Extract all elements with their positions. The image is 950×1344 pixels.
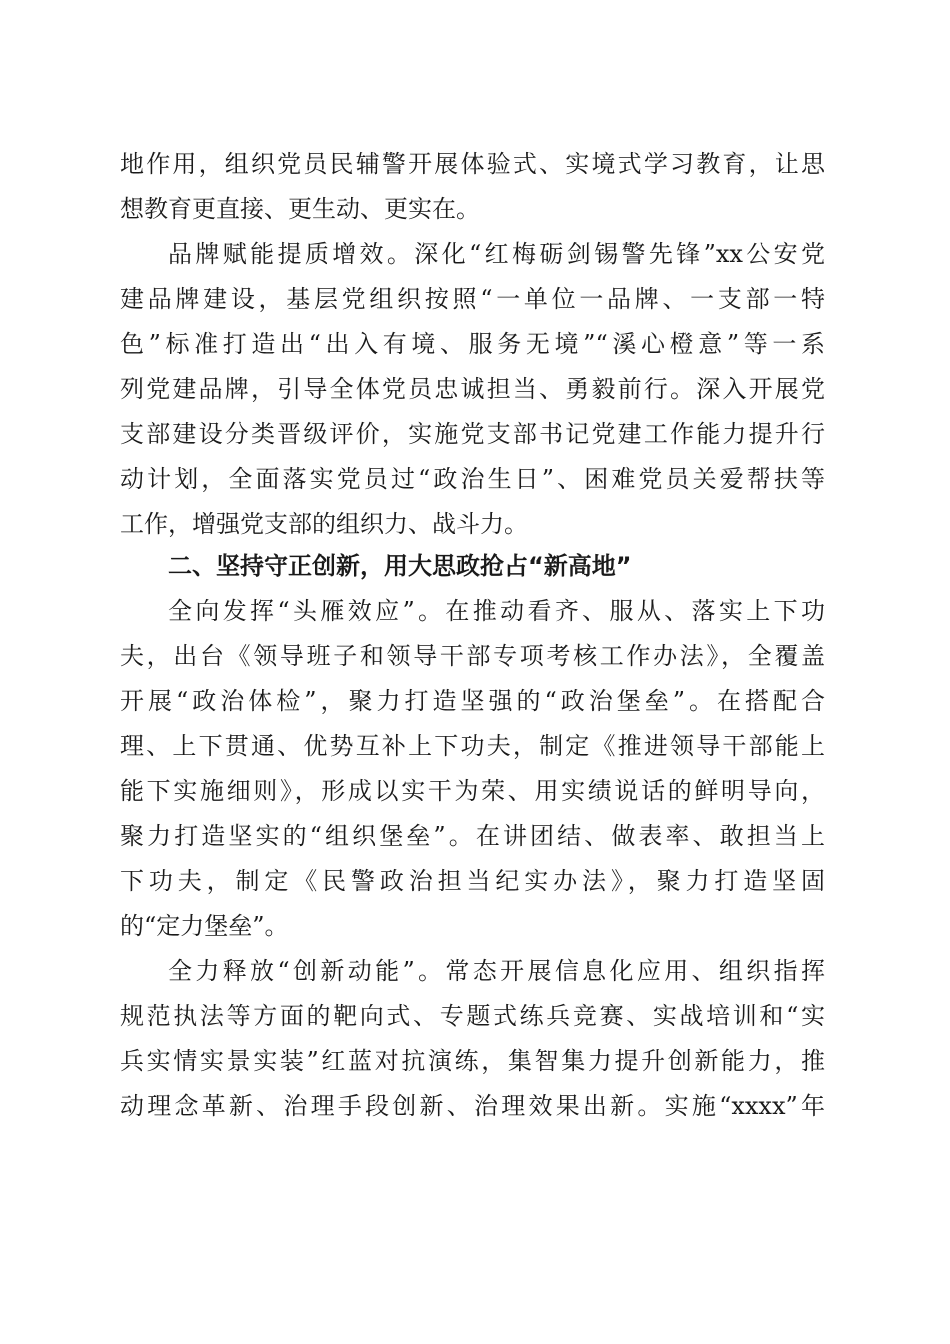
section-heading: 二、坚持守正创新，用大思政抢占“新高地” — [168, 552, 632, 580]
body-text-line: 支部建设分类晋级评价，实施党支部书记党建工作能力提升行 — [120, 420, 825, 448]
body-text-line: 夫，出台《领导班子和领导干部专项考核工作办法》，全覆盖 — [120, 642, 825, 670]
paragraph-lead-line: 品牌赋能提质增效。深化“红梅砺剑锡警先锋”xx公安党 — [168, 240, 825, 268]
body-text-line: 想教育更直接、更生动、更实在。 — [120, 195, 480, 223]
body-text-line: 理、上下贯通、优势互补上下功夫，制定《推进领导干部能上 — [120, 732, 825, 760]
body-text-line: 的“定力堡垒”。 — [120, 912, 289, 940]
body-text-line: 地作用，组织党员民辅警开展体验式、实境式学习教育，让思 — [120, 150, 825, 178]
body-text-line: 建品牌建设，基层党组织按照“一单位一品牌、一支部一特 — [120, 285, 825, 313]
body-text-line: 色”标准打造出“出入有境、服务无境”“溪心橙意”等一系 — [120, 330, 825, 358]
body-text-line: 列党建品牌，引导全体党员忠诚担当、勇毅前行。深入开展党 — [120, 375, 825, 403]
body-text-line: 动理念革新、治理手段创新、治理效果出新。实施“xxxx”年 — [120, 1092, 825, 1120]
paragraph-lead-line: 全向发挥“头雁效应”。在推动看齐、服从、落实上下功 — [168, 597, 825, 625]
body-text-line: 规范执法等方面的靶向式、专题式练兵竞赛、实战培训和“实 — [120, 1002, 825, 1030]
body-text-line: 动计划，全面落实党员过“政治生日”、困难党员关爱帮扶等 — [120, 465, 825, 493]
body-text-line: 下功夫，制定《民警政治担当纪实办法》，聚力打造坚固 — [120, 867, 825, 895]
body-text-line: 工作，增强党支部的组织力、战斗力。 — [120, 510, 528, 538]
body-text-line: 开展“政治体检”，聚力打造坚强的“政治堡垒”。在搭配合 — [120, 687, 825, 715]
body-text-line: 能下实施细则》，形成以实干为荣、用实绩说话的鲜明导向， — [120, 777, 825, 805]
body-text-line: 聚力打造坚实的“组织堡垒”。在讲团结、做表率、敢担当上 — [120, 822, 825, 850]
paragraph-lead-line: 全力释放“创新动能”。常态开展信息化应用、组织指挥 — [168, 957, 825, 985]
body-text-line: 兵实情实景实装”红蓝对抗演练，集智集力提升创新能力，推 — [120, 1047, 825, 1075]
